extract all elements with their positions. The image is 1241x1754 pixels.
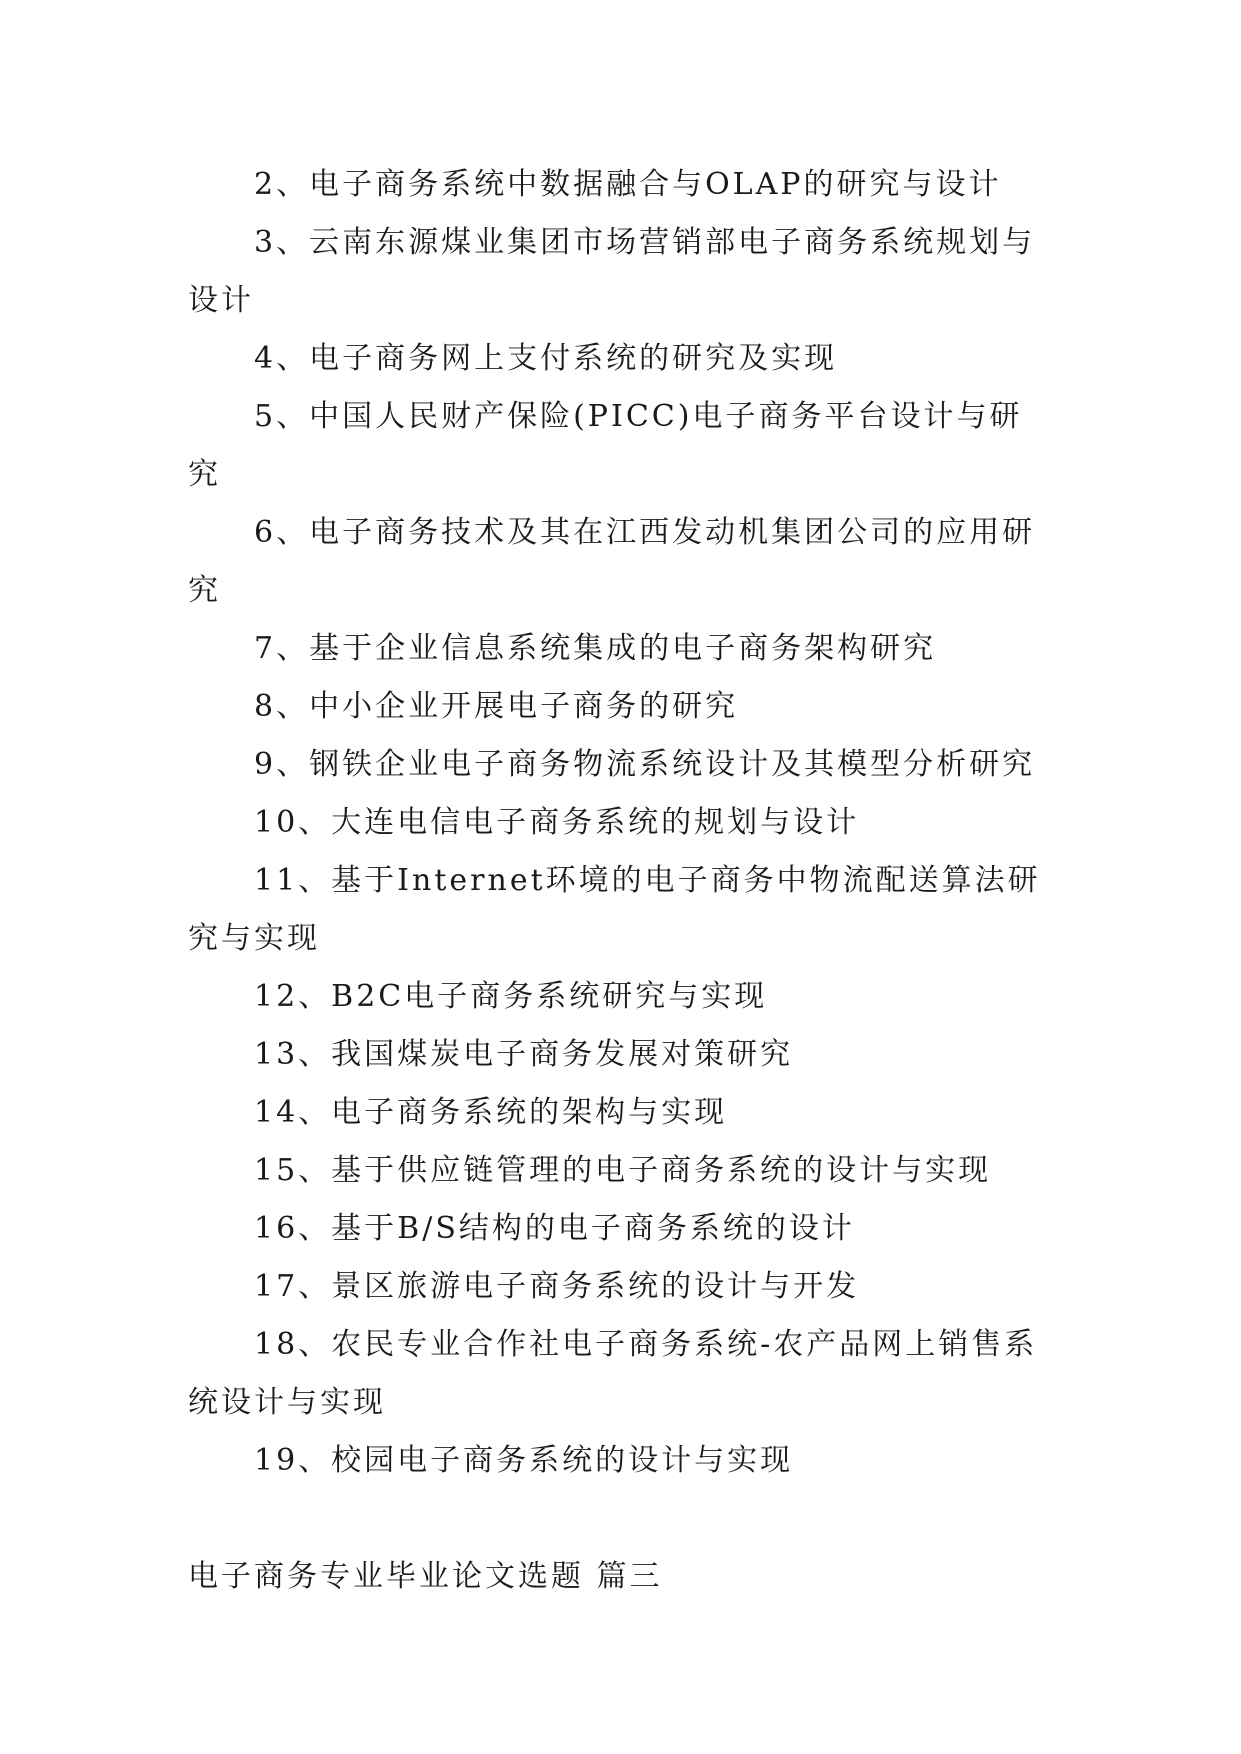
list-item: 19、校园电子商务系统的设计与实现 [254,1443,794,1478]
list-item: 10、大连电信电子商务系统的规划与设计 [254,805,860,840]
list-item: 5、中国人民财产保险(PICC)电子商务平台设计与研究 [188,399,1023,492]
list-item: 6、电子商务技术及其在江西发动机集团公司的应用研究 [188,515,1036,608]
list-item: 3、云南东源煤业集团市场营销部电子商务系统规划与设计 [188,225,1036,318]
list-item: 16、基于B/S结构的电子商务系统的设计 [254,1211,855,1246]
list-item: 8、中小企业开展电子商务的研究 [254,689,739,724]
list-item: 15、基于供应链管理的电子商务系统的设计与实现 [254,1153,992,1188]
list-item: 11、基于Internet环境的电子商务中物流配送算法研究与实现 [188,863,1041,956]
list-item: 4、电子商务网上支付系统的研究及实现 [254,341,838,376]
list-item: 12、B2C电子商务系统研究与实现 [254,979,768,1014]
list-item: 13、我国煤炭电子商务发展对策研究 [254,1037,794,1072]
document-page [188,156,1050,1606]
list-item: 17、景区旅游电子商务系统的设计与开发 [254,1269,860,1304]
section-title: 电子商务专业毕业论文选题 篇三 [188,1559,663,1594]
list-item: 9、钢铁企业电子商务物流系统设计及其模型分析研究 [254,747,1036,782]
list-item: 2、电子商务系统中数据融合与OLAP的研究与设计 [254,167,1002,202]
list-item: 18、农民专业合作社电子商务系统-农产品网上销售系统设计与实现 [188,1327,1038,1420]
list-item: 7、基于企业信息系统集成的电子商务架构研究 [254,631,937,666]
list-item: 14、电子商务系统的架构与实现 [254,1095,728,1130]
